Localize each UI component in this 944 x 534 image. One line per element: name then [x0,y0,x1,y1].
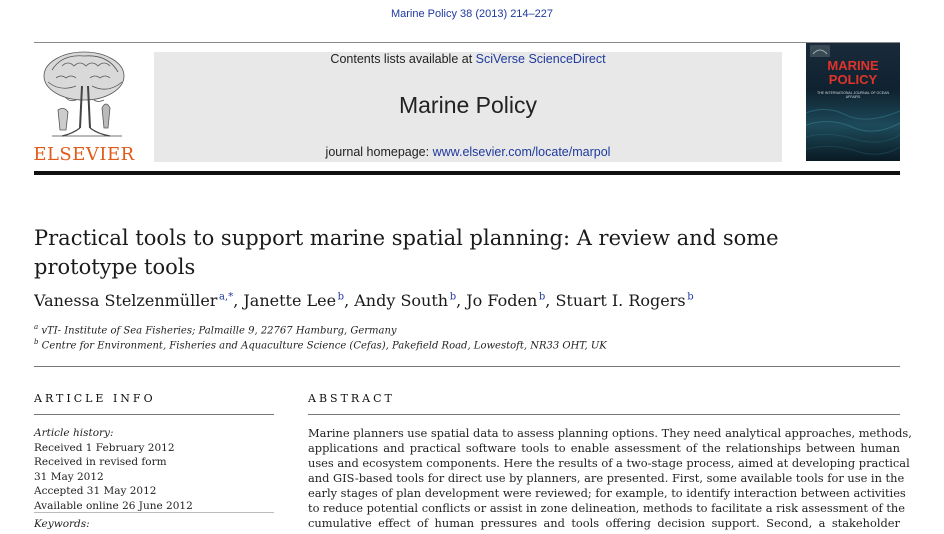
affiliation [34,338,607,351]
history-entry: Received 1 February 2012 [34,441,175,454]
article-title [34,224,900,282]
author-separator: , [456,291,467,310]
cover-wave-image [806,43,900,161]
affiliation-text: Centre for Environment, Fisheries and Aquaculture Science (Cefas), Pakefield Road, Lowestoft, NR33 OHT, UK [41,340,607,352]
author-affiliation-mark[interactable]: a,* [219,291,234,303]
journal-name: Marine Policy [398,92,538,118]
author-affiliation-mark[interactable]: b [538,291,546,303]
article-title-line1: Practical tools to support marine spatial planning: A review and some [34,226,779,250]
article-info-heading: ARTICLE INFO [34,392,156,405]
abstract-heading: ABSTRACT [308,392,395,405]
author-name[interactable]: Vanessa Stelzenmüller [34,291,218,310]
homepage-link[interactable]: www.elsevier.com/locate/marpol [432,145,611,159]
sciencedirect-link[interactable]: SciVerse ScienceDirect [475,52,606,66]
author-name[interactable]: Jo Foden [466,291,538,310]
keywords-label: Keywords: [34,518,90,530]
author-name[interactable]: Janette Lee [243,291,337,310]
abstract-line: to reduce potential conflicts or assist in zone delineation, methods to facilitate a risk assessment of the [308,501,905,515]
abstract-line: Marine planners use spatial data to assess planning options. They need analytical approaches, methods, [308,426,912,440]
abstract-line: cumulative effect of human pressures and tools offering decision support. Second, a stakeholder [308,516,900,530]
cover-title-line1: MARINE [827,58,879,73]
contents-prefix: Contents lists available at [330,52,476,66]
author-list [34,291,900,310]
author-name[interactable]: Andy South [354,291,449,310]
contents-availability [154,52,782,66]
abstract-line: uses and ecosystem components. Here the results of a two-stage process, aimed at developing practical [308,456,910,470]
cover-subtitle: THE INTERNATIONAL JOURNAL OF OCEAN AFFAIRS [816,91,890,99]
article-info-rule [34,414,274,415]
author-separator: , [344,291,355,310]
affiliation-mark: b [34,338,39,346]
abstract-line: applications and practical software tools to enable assessment of the relationships between human [308,441,900,455]
header-bottom-rule [34,171,900,175]
elsevier-tree-icon [32,48,136,144]
author-affiliation-mark[interactable]: b [449,291,457,303]
journal-banner [154,52,782,162]
history-entry: 31 May 2012 [34,470,104,483]
abstract-body [308,426,912,531]
abstract-line: and GIS-based tools for direct use by planners, are presented. First, some available tools for use in the [308,471,905,485]
author-affiliation-mark[interactable]: b [687,291,694,303]
keywords-rule [34,512,274,513]
history-entry: Available online 26 June 2012 [34,499,193,512]
journal-homepage [154,145,782,159]
author-name[interactable]: Stuart I. Rogers [555,291,686,310]
article-title-line2: prototype tools [34,255,196,279]
history-entry: Received in revised form [34,456,167,468]
abstract-line: early stages of plan development were reviewed; for example, to identify interaction between activities [308,486,906,500]
affiliation-text: vTI- Institute of Sea Fisheries; Palmaille 9, 22767 Hamburg, Germany [41,325,397,337]
author-affiliation-mark[interactable]: b [337,291,345,303]
affiliation [34,323,397,336]
header-top-rule [34,42,900,43]
homepage-prefix: journal homepage: [325,145,433,159]
section-divider [34,366,900,367]
abstract-rule [308,414,900,415]
cover-title-line2: POLICY [828,72,878,87]
author-separator: , [545,291,556,310]
journal-citation[interactable]: Marine Policy 38 (2013) 214–227 [390,8,554,20]
history-entry: Accepted 31 May 2012 [34,485,157,497]
article-history [34,426,274,513]
elsevier-wordmark: ELSEVIER [33,144,135,165]
journal-cover[interactable] [806,43,900,161]
author-separator: , [233,291,244,310]
elsevier-logo[interactable] [32,48,136,168]
affiliation-mark: a [34,323,39,331]
history-label: Article history: [34,427,114,439]
